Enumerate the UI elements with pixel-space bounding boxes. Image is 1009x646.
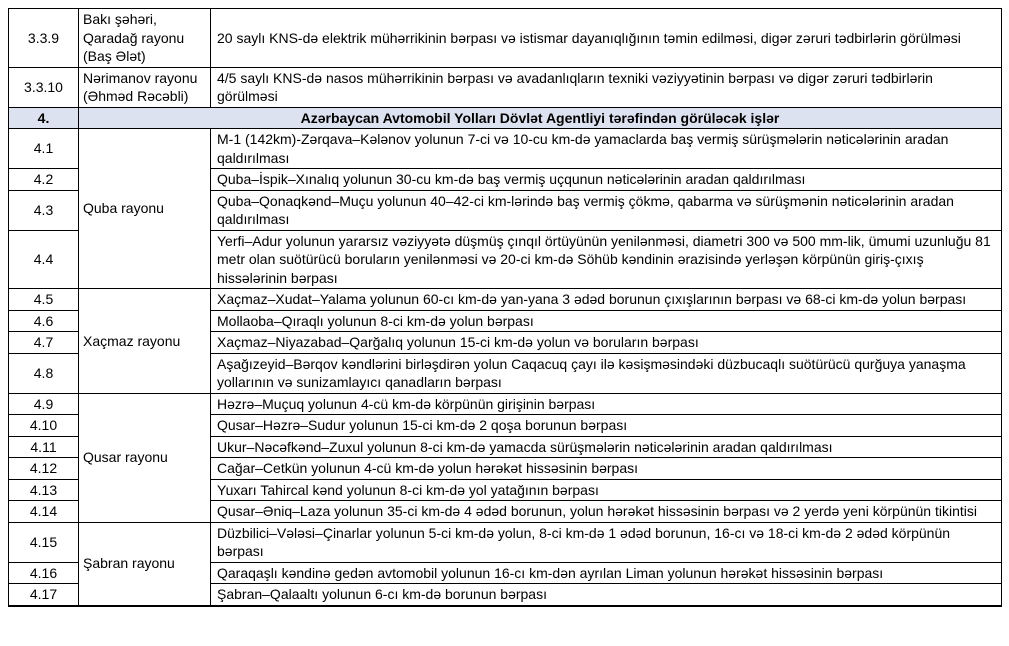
- description-cell: Qusar–Həzrə–Sudur yolunun 15-ci km-də 2 qoşa borunun bərpası: [211, 415, 1002, 437]
- description-cell: Xaçmaz–Niyazabad–Qarğalıq yolunun 15-ci km-də yolun və boruların bərpası: [211, 332, 1002, 354]
- row-number: 3.3.9: [9, 9, 79, 68]
- row-number: 4.15: [9, 522, 79, 562]
- description-cell: M-1 (142km)-Zərqava–Kələnov yolunun 7-ci və 10-cu km-də yamaclarda baş vermiş sürüşmələrin nəticələrinin aradan qaldırılması: [211, 129, 1002, 169]
- region-cell: Xaçmaz rayonu: [79, 289, 211, 394]
- region-cell: Nərimanov rayonu (Əhməd Rəcəbli): [79, 67, 211, 107]
- row-number: 4.2: [9, 169, 79, 191]
- row-number: 4.11: [9, 436, 79, 458]
- description-cell: Mollaoba–Qıraqlı yolunun 8-ci km-də yolun bərpası: [211, 310, 1002, 332]
- description-cell: Şabran–Qalaaltı yolunun 6-cı km-də borunun bərpası: [211, 584, 1002, 606]
- description-cell: Yerfi–Adur yolunun yararsız vəziyyətə düşmüş çınqıl örtüyünün yenilənməsi, diametri 300 və 500 mm-lik, ümumi uzunluğu 81 metr olan suötürücü boruların yenilənməsi və 20-ci km-də Söhüb kəndinin ərazisində yerləşən körpünün giriş-çıxış hissələrinin bərpası: [211, 230, 1002, 289]
- row-number: 4.16: [9, 562, 79, 584]
- row-number: 4.7: [9, 332, 79, 354]
- section-number: 4.: [9, 107, 79, 129]
- row-number: 4.4: [9, 230, 79, 289]
- row-number: 4.13: [9, 479, 79, 501]
- region-cell: Şabran rayonu: [79, 522, 211, 606]
- description-cell: Yuxarı Tahircal kənd yolunun 8-ci km-də yol yatağının bərpası: [211, 479, 1002, 501]
- description-cell: 4/5 saylı KNS-də nasos mühərrikinin bərpası və avadanlıqların texniki vəziyyətinin bərpası və digər zəruri tədbirlərin görülməsi: [211, 67, 1002, 107]
- description-cell: Ukur–Nəcəfkənd–Zuxul yolunun 8-ci km-də yamacda sürüşmələrin nəticələrinin aradan qaldırılması: [211, 436, 1002, 458]
- description-cell: Xaçmaz–Xudat–Yalama yolunun 60-cı km-də yan-yana 3 ədəd borunun çıxışlarının bərpası və 68-ci km-də yolun bərpası: [211, 289, 1002, 311]
- description-cell: Aşağızeyid–Bərqov kəndlərini birləşdirən yolun Caqacuq çayı ilə kəsişməsindəki düzbucaqlı suötürücü qurğuya yanaşma yollarının və sunizamlayıcı qanadların bərpası: [211, 353, 1002, 393]
- row-number: 4.6: [9, 310, 79, 332]
- description-cell: Quba–İspik–Xınalıq yolunun 30-cu km-də baş vermiş uçqunun nəticələrinin aradan qaldırılması: [211, 169, 1002, 191]
- works-table: [8, 8, 1002, 607]
- row-number: 4.9: [9, 393, 79, 415]
- region-cell: Bakı şəhəri, Qaradağ rayonu (Baş Ələt): [79, 9, 211, 68]
- description-cell: Qusar–Əniq–Laza yolunun 35-ci km-də 4 ədəd borunun, yolun hərəkət hissəsinin bərpası və 2 yerdə yeni körpünün tikintisi: [211, 501, 1002, 523]
- table-row: [9, 9, 1002, 68]
- description-cell: 20 saylı KNS-də elektrik mühərrikinin bərpası və istismar dayanıqlığının təmin edilməsi, digər zəruri tədbirlərin görülməsi: [211, 9, 1002, 68]
- description-cell: Quba–Qonaqkənd–Muçu yolunun 40–42-ci km-lərində baş vermiş çökmə, qabarma və sürüşmənin nəticələrinin aradan qaldırılması: [211, 190, 1002, 230]
- row-number: 3.3.10: [9, 67, 79, 107]
- row-number: 4.12: [9, 458, 79, 480]
- table-row: [9, 67, 1002, 107]
- row-number: 4.10: [9, 415, 79, 437]
- section-header-row: [9, 107, 1002, 129]
- description-cell: Qaraqaşlı kəndinə gedən avtomobil yolunun 16-cı km-dən ayrılan Liman yolunun hərəkət hissəsinin bərpası: [211, 562, 1002, 584]
- table-row: [9, 393, 1002, 415]
- description-cell: Cağar–Cetkün yolunun 4-cü km-də yolun hərəkət hissəsinin bərpası: [211, 458, 1002, 480]
- section-title: Azərbaycan Avtomobil Yolları Dövlət Agentliyi tərəfindən görüləcək işlər: [79, 107, 1002, 129]
- description-cell: Həzrə–Muçuq yolunun 4-cü km-də körpünün girişinin bərpası: [211, 393, 1002, 415]
- table-row: [9, 289, 1002, 311]
- region-cell: Qusar rayonu: [79, 393, 211, 522]
- row-number: 4.1: [9, 129, 79, 169]
- region-cell: Quba rayonu: [79, 129, 211, 289]
- table-row: [9, 129, 1002, 169]
- row-number: 4.14: [9, 501, 79, 523]
- row-number: 4.17: [9, 584, 79, 606]
- table-row: [9, 522, 1002, 562]
- description-cell: Düzbilici–Vələsi–Çinarlar yolunun 5-ci km-də yolun, 8-ci km-də 1 ədəd borunun, 16-cı və 18-ci km-də 2 ədəd körpünün bərpası: [211, 522, 1002, 562]
- row-number: 4.8: [9, 353, 79, 393]
- row-number: 4.3: [9, 190, 79, 230]
- row-number: 4.5: [9, 289, 79, 311]
